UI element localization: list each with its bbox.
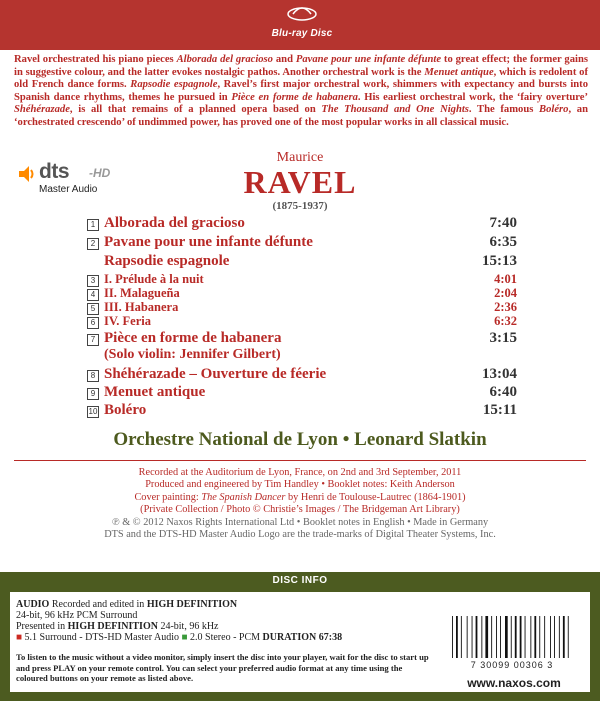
track-number: 8 — [87, 370, 99, 382]
track-number: 3 — [87, 275, 99, 287]
track-number: 6 — [87, 317, 99, 329]
barcode-bar — [461, 616, 462, 658]
intro-text-segment: to great effect; the former gains in suggestive colour, and the latter evokes nostalgic pathos. Another orchestral work is the — [14, 54, 588, 78]
disc-info-heading: DISC INFO — [272, 575, 328, 586]
audio-hd: HIGH DEFINITION — [146, 599, 238, 610]
barcode-bar — [467, 616, 468, 658]
barcode-bar — [515, 616, 517, 658]
track-number: 9 — [87, 388, 99, 400]
credit-cover-prefix: Cover painting: — [134, 491, 202, 503]
intro-work-title: Pièce en forme de habanera — [231, 91, 358, 103]
track-7 — [87, 330, 517, 348]
track-8 — [87, 366, 517, 384]
barcode-bar — [520, 616, 522, 658]
barcode-bar — [505, 616, 508, 658]
intro-work-title: Boléro — [539, 104, 569, 115]
track-title: Menuet antique — [104, 384, 206, 400]
track-duration: 6:40 — [489, 384, 517, 400]
intro-text-segment: , an ‘orchestrated crescendo’ of undimmed power, has proved one of the most popular works in all classical music. — [14, 104, 588, 128]
track-title: III. Habanera — [104, 300, 179, 314]
bluray-disc-icon — [287, 4, 317, 22]
surround-format: 5.1 Surround - DTS-HD Master Audio — [22, 632, 182, 643]
intro-text-segment: . His earliest orchestral work, the ‘fairy overture’ — [357, 91, 588, 103]
intro-text-segment: . The famous — [468, 104, 540, 115]
barcode-bar — [452, 616, 453, 658]
work-duration: 15:13 — [482, 253, 517, 269]
barcode-bar — [554, 616, 555, 658]
barcode-bar — [568, 616, 569, 658]
intro-text-segment: , is all that remains of a planned opera based on — [69, 104, 322, 115]
track-number: 2 — [87, 238, 99, 250]
credit-cover — [0, 492, 600, 504]
track-title: Shéhérazade – Ouverture de féerie — [104, 366, 327, 382]
barcode-bar — [530, 616, 531, 658]
track-number: 7 — [87, 334, 99, 346]
intro-work-title: The Thousand and One Nights — [321, 104, 469, 115]
track-title: IV. Feria — [104, 314, 151, 328]
barcode-digits: 7 30099 00306 3 — [470, 660, 554, 670]
barcode-bar — [491, 616, 492, 658]
disc-instructions: To listen to the music without a video monitor, simply insert the disc into your player, wait for the disc to start up and press PLAY on your remote control. You can select your preferred audio format at any time using the coloured buttons on your remote as listed above. — [16, 652, 429, 683]
dts-word: dts — [39, 160, 69, 183]
track-title: Pavane pour une infante défunte — [104, 234, 313, 250]
dts-master-audio: Master Audio — [39, 184, 98, 195]
intro-work-title: Menuet antique — [424, 66, 494, 78]
track-duration: 2:04 — [494, 286, 517, 300]
track-1 — [87, 215, 517, 233]
barcode-bar — [500, 616, 501, 658]
track-6 — [87, 313, 517, 331]
intro-text — [14, 54, 588, 129]
red-button-icon: ■ — [16, 632, 23, 643]
track-number: 5 — [87, 303, 99, 315]
audio-label: AUDIO — [16, 599, 50, 610]
barcode-bar — [476, 616, 478, 658]
composer-first-name: Maurice — [276, 150, 324, 165]
green-button-icon: ■ — [181, 632, 188, 643]
track-10 — [87, 402, 517, 420]
barcode-bar — [563, 616, 565, 658]
track-title: I. Prélude à la nuit — [104, 272, 204, 286]
track-number: 4 — [87, 289, 99, 301]
barcode-bar — [539, 616, 540, 658]
work-rapsodie — [87, 253, 517, 271]
barcode-bar — [559, 616, 560, 658]
intro-work-title: Shéhérazade — [14, 104, 70, 115]
credit-cover-title: The Spanish Dancer — [201, 491, 286, 503]
track-duration: 7:40 — [489, 215, 517, 231]
track-7-soloist: (Solo violin: Jennifer Gilbert) — [104, 347, 281, 362]
dts-hd-suffix: -HD — [89, 166, 111, 180]
barcode-bar — [456, 616, 458, 658]
presented-hd: HIGH DEFINITION — [67, 621, 158, 632]
track-number: 1 — [87, 219, 99, 231]
disc-audio-spec: 24-bit, 96 kHz PCM Surround — [16, 610, 138, 621]
disc-audio-line — [16, 599, 237, 610]
track-duration: 13:04 — [482, 366, 517, 382]
credits-block — [0, 467, 600, 541]
intro-work-title: Alborada del gracioso — [176, 54, 273, 65]
composer-dates: (1875-1937) — [272, 200, 328, 212]
track-duration: 6:32 — [494, 314, 517, 328]
presented-text: Presented in — [16, 621, 68, 632]
stereo-format: 2.0 Stereo - PCM — [187, 632, 263, 643]
barcode-bar — [525, 616, 526, 658]
intro-work-title: Rapsodie espagnole — [130, 79, 218, 90]
barcode-bar — [496, 616, 497, 658]
barcode-bar — [472, 616, 473, 658]
track-title: Alborada del gracioso — [104, 215, 245, 231]
track-duration: 15:11 — [482, 402, 517, 418]
track-title: II. Malagueña — [104, 286, 180, 300]
credit-copyright: ℗ & © 2012 Naxos Rights International Ltd • Booklet notes in English • Made in Germany — [111, 516, 489, 528]
track-duration: 2:36 — [494, 300, 517, 314]
track-2 — [87, 234, 517, 252]
bluray-logo-text: Blu-ray Disc — [271, 28, 333, 39]
track-duration: 3:15 — [489, 330, 517, 346]
credit-recorded: Recorded at the Auditorium de Lyon, France, on 2nd and 3rd September, 2011 — [138, 467, 462, 478]
performers: Orchestre National de Lyon • Leonard Slatkin — [113, 429, 487, 450]
track-9 — [87, 384, 517, 402]
website: www.naxos.com — [467, 676, 561, 690]
barcode-bar — [544, 616, 545, 658]
duration: DURATION 67:38 — [262, 632, 343, 643]
intro-text-segment: Ravel orchestrated his piano pieces — [14, 54, 177, 65]
track-duration: 4:01 — [494, 272, 517, 286]
audio-text: Recorded and edited in — [49, 599, 147, 610]
credit-cover-artist: by Henri de Toulouse-Lautrec (1864-1901) — [285, 491, 466, 503]
credit-photo: (Private Collection / Photo © Christie’s Images / The Bridgeman Art Library) — [140, 504, 460, 516]
barcode-bar — [481, 616, 482, 658]
credit-produced: Produced and engineered by Tim Handley • Booklet notes: Keith Anderson — [145, 479, 455, 491]
intro-text-segment: , which is redolent of old French dance forms. — [14, 66, 588, 90]
barcode-bar — [550, 616, 551, 658]
track-title: Boléro — [104, 402, 147, 418]
barcode-bar — [534, 616, 536, 658]
barcode-bar — [511, 616, 512, 658]
disc-presented-line — [16, 621, 219, 632]
track-title: Pièce en forme de habanera — [104, 330, 282, 346]
intro-text-segment: , Ravel’s first major orchestral work, shimmers with expectancy and bursts into Spanish dance rhythms, themes he pursued in — [14, 79, 588, 103]
track-duration: 6:35 — [489, 234, 517, 250]
presented-spec: 24-bit, 96 kHz — [157, 621, 219, 632]
disc-format-line — [16, 632, 342, 643]
track-number: 10 — [88, 407, 98, 416]
barcode-bar — [485, 616, 488, 658]
bluray-logo — [262, 4, 342, 44]
intro-work-title: Pavane pour une infante défunte — [295, 54, 442, 65]
credit-trademark: DTS and the DTS-HD Master Audio Logo are the trade-marks of Digital Theater Systems, Inc. — [104, 529, 496, 541]
composer-last-name: RAVEL — [243, 164, 357, 200]
intro-text-segment: and — [272, 54, 296, 65]
divider — [14, 460, 586, 461]
work-title: Rapsodie espagnole — [104, 253, 230, 269]
